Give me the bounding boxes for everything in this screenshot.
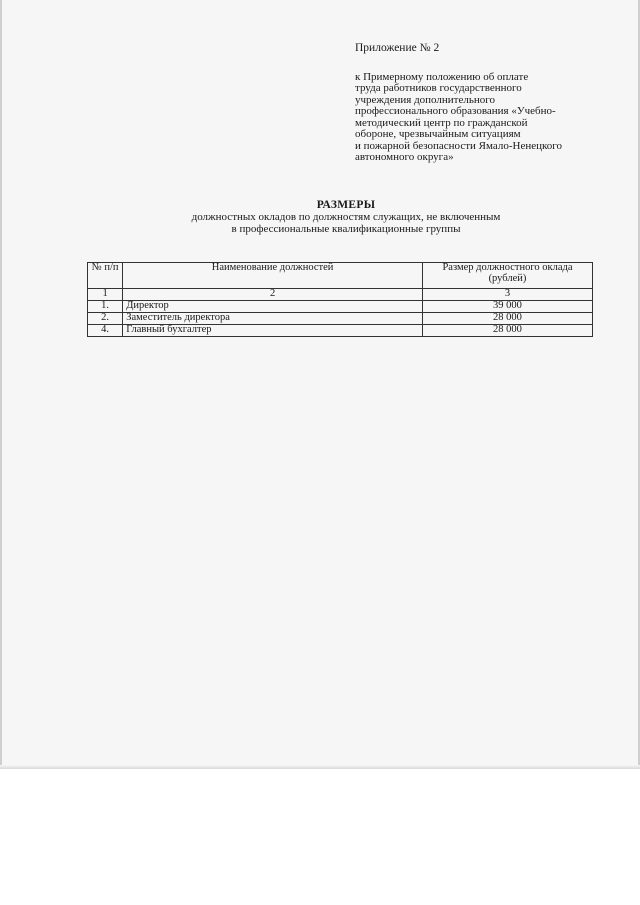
header-position: Наименование должностей (123, 263, 423, 289)
column-index: 1 (88, 289, 123, 301)
row-salary: 28 000 (422, 313, 592, 325)
row-num: 2. (88, 313, 123, 325)
salary-table (87, 262, 593, 337)
row-position: Главный бухгалтер (123, 325, 423, 337)
document-title: РАЗМЕРЫ (316, 199, 376, 211)
row-salary: 28 000 (422, 325, 592, 337)
table-row (88, 301, 593, 313)
table-row (88, 325, 593, 337)
row-salary: 39 000 (422, 301, 592, 313)
row-position: Заместитель директора (123, 313, 423, 325)
row-num: 1. (88, 301, 123, 313)
annex-line: к Примерному положению об оплате (355, 70, 529, 83)
scan-edge-bottom (0, 765, 640, 769)
annex-line: методический центр по гражданской (355, 116, 528, 129)
subtitle-line: должностных окладов по должностям служащих, не включенным (191, 211, 501, 223)
annex-line: автономного округа» (355, 151, 454, 163)
header-salary: Размер должностного оклада (рублей) (422, 263, 592, 289)
annex-line: учреждения дополнительного (355, 93, 495, 106)
annex-line: профессионального образования «Учебно- (355, 105, 556, 117)
annex-line: и пожарной безопасности Ямало-Ненецкого (355, 139, 563, 152)
column-index-row (88, 289, 593, 301)
table-header-row (88, 263, 593, 289)
header-num: № п/п (88, 263, 123, 289)
subtitle-line: в профессиональные квалификационные группы (231, 222, 461, 235)
row-num: 4. (88, 325, 123, 337)
annex-line: обороне, чрезвычайным ситуациям (355, 128, 521, 140)
scan-edge-left (0, 0, 2, 769)
document-subtitle (0, 212, 640, 235)
annex-block (355, 43, 615, 164)
table-row (88, 313, 593, 325)
annex-title: Приложение № 2 (355, 42, 440, 54)
column-index: 2 (123, 289, 423, 301)
column-index: 3 (422, 289, 592, 301)
annex-line: труда работников государственного (355, 82, 522, 94)
row-position: Директор (123, 301, 423, 313)
